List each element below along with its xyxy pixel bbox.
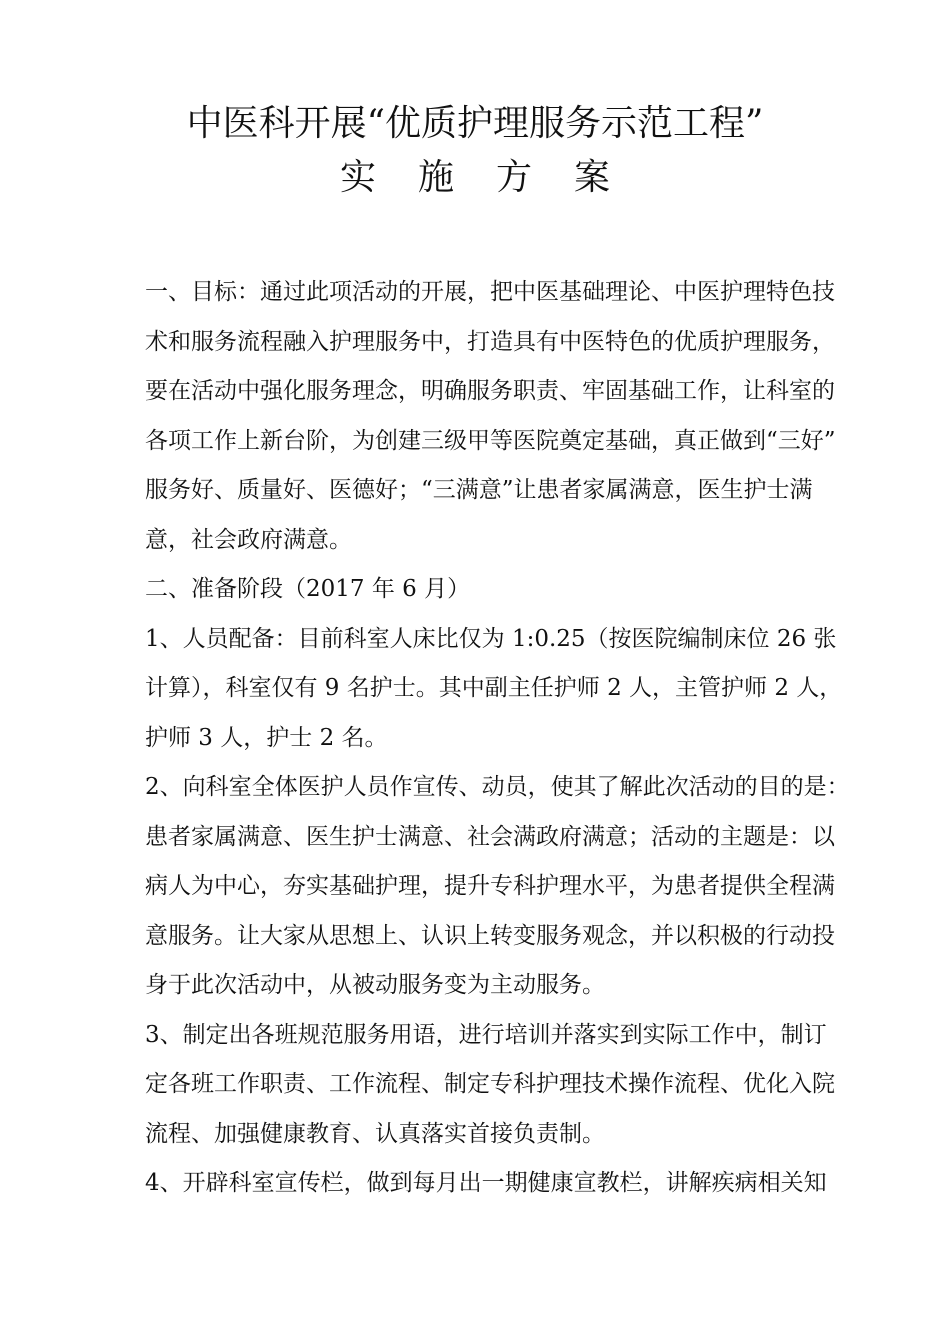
- text-line: 术和服务流程融入护理服务中，打造具有中医特色的优质护理服务，: [145, 328, 835, 355]
- text-line: 意服务。让大家从思想上、认识上转变服务观念，并以积极的行动投: [145, 922, 835, 949]
- text-line: 要在活动中强化服务理念，明确服务职责、牢固基础工作，让科室的: [145, 378, 835, 404]
- text-line: 流程、加强健康教育、认真落实首接负责制。: [145, 1120, 605, 1147]
- paragraph: [145, 1159, 827, 1209]
- text-line: 1、人员配备：目前科室人床比仅为 1:0.25（按医院编制床位 26 张: [145, 625, 837, 652]
- text-line: 计算），科室仅有 9 名护士。其中副主任护师 2 人，主管护师 2 人，: [145, 675, 843, 701]
- text-line: 2、向科室全体医护人员作宣传、动员，使其了解此次活动的目的是：: [145, 774, 850, 800]
- text-line: 各项工作上新台阶，为创建三级甲等医院奠定基础，真正做到“三好”: [145, 427, 836, 454]
- paragraph: [145, 268, 836, 565]
- text-line: 二、准备阶段（2017 年 6 月）: [145, 576, 471, 602]
- text-line: 病人为中心，夯实基础护理，提升专科护理水平，为患者提供全程满: [145, 873, 835, 899]
- document-title: 中医科开展“优质护理服务示范工程”: [186, 103, 764, 144]
- paragraph: [145, 615, 843, 764]
- text-line: 护师 3 人，护士 2 名。: [145, 724, 388, 751]
- text-line: 一、目标：通过此项活动的开展，把中医基础理论、中医护理特色技: [145, 279, 835, 305]
- document-body: [145, 268, 850, 1209]
- text-line: 4、开辟科室宣传栏，做到每月出一期健康宣教栏，讲解疾病相关知: [145, 1170, 827, 1196]
- document-subtitle: 实施方案: [339, 157, 652, 198]
- text-line: 3、制定出各班规范服务用语，进行培训并落实到实际工作中，制订: [145, 1021, 827, 1048]
- paragraph: [145, 565, 810, 615]
- text-line: 身于此次活动中，从被动服务变为主动服务。: [145, 972, 605, 998]
- text-line: 服务好、质量好、医德好；“三满意”让患者家属满意，医生护士满: [145, 477, 813, 503]
- text-line: 意，社会政府满意。: [145, 526, 352, 553]
- paragraph: [145, 763, 850, 1011]
- text-line: 患者家属满意、医生护士满意、社会满政府满意；活动的主题是：以: [145, 823, 835, 850]
- text-line: 定各班工作职责、工作流程、制定专科护理技术操作流程、优化入院: [145, 1071, 835, 1097]
- paragraph: [145, 1011, 835, 1160]
